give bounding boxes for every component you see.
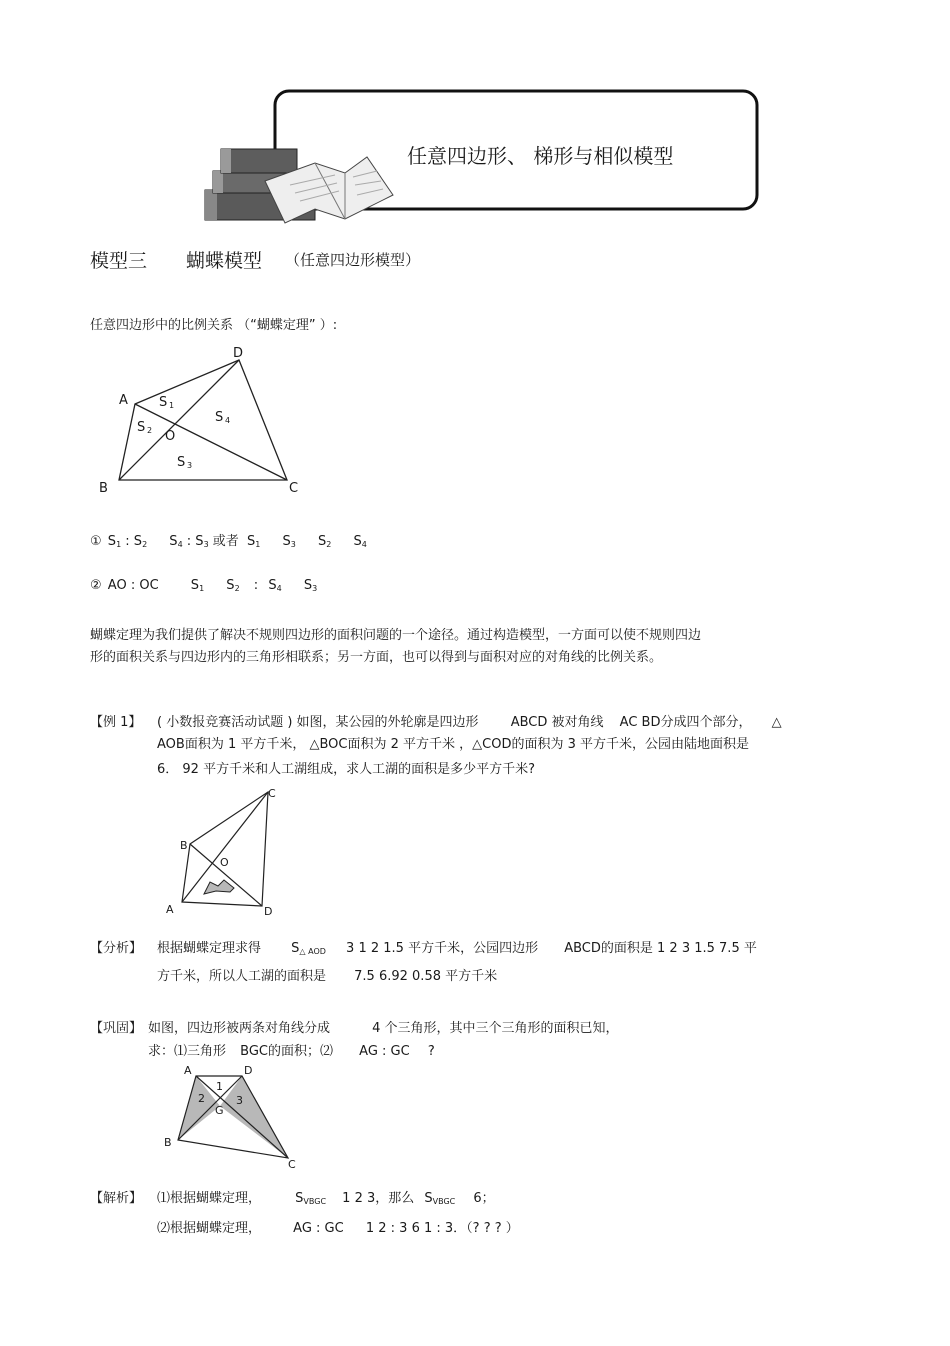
label-1: 1: [216, 1080, 223, 1093]
f2-sub: 1: [199, 584, 205, 593]
ex-abcd: ABCD: [510, 715, 548, 730]
label-S2: S: [137, 420, 146, 435]
figure-trapezoid: [158, 1062, 308, 1174]
co-text: 求：⑴三角形: [148, 1044, 227, 1059]
an-result: 7.5 6.92 0.58 平方千米: [354, 969, 498, 984]
f2-s: S: [190, 578, 200, 593]
section-heading: 模型三: [90, 250, 148, 272]
so-sub: VBGC: [432, 1197, 456, 1206]
label-D: D: [244, 1064, 253, 1077]
ex-bd: BD: [641, 715, 661, 730]
label-S4: S: [215, 410, 224, 425]
f1-s: S: [169, 534, 178, 549]
label-S4-sub: 4: [225, 416, 231, 425]
consolidate-line-1: [148, 1017, 619, 1036]
co-q: ?: [427, 1044, 435, 1059]
analysis-line-1: [157, 937, 757, 956]
co-text: 4 个三角形，其中三个三角形的面积已知，: [372, 1021, 619, 1036]
so-s: S: [424, 1191, 433, 1206]
section-name: 蝴蝶模型: [186, 250, 263, 272]
label-S2-sub: 2: [147, 426, 153, 435]
f1-s: S: [317, 534, 327, 549]
f2-s: S: [268, 578, 277, 593]
f2-s: S: [226, 578, 235, 593]
books-icon: [205, 149, 393, 223]
so-text: 1 2 3，那么: [342, 1191, 415, 1206]
label-A: A: [166, 903, 174, 916]
an-text: 的面积是 1 2 3 1.5 7.5 平: [600, 941, 757, 956]
label-A: A: [119, 393, 128, 408]
f1-s: : S: [125, 534, 143, 549]
f1-sub: 4: [361, 540, 367, 549]
ex-ac: AC: [619, 715, 638, 730]
label-C: C: [268, 787, 276, 800]
f2-sub: 2: [234, 584, 240, 593]
f1-sub: 3: [290, 540, 296, 549]
co-ratio: AG : GC: [359, 1044, 410, 1059]
so-s: S: [295, 1191, 304, 1206]
f1-s: S: [353, 534, 362, 549]
ex-text: ( 小数报竞赛活动试题 ) 如图，某公园的外轮廓是四边形: [157, 715, 479, 730]
circled-1: ①: [90, 534, 102, 549]
solution-line-2: [157, 1217, 519, 1236]
f1-s: S: [107, 534, 117, 549]
label-D: D: [233, 346, 244, 361]
label-O: O: [165, 429, 176, 444]
so-ratio: AG : GC: [293, 1221, 344, 1236]
f1-s: : S: [186, 534, 204, 549]
paragraph-line-1: 蝴蝶定理为我们提供了解决不规则四边形的面积问题的一个途径。通过构造模型，一方面可以使不规则四边: [90, 628, 702, 643]
paragraph-line-2: 形的面积关系与四边形内的三角形相联系；另一方面，也可以得到与面积对应的对角线的比例关系。: [90, 650, 663, 665]
consolidate-line-2: [148, 1040, 435, 1059]
ex-text: 被对角线: [551, 715, 604, 730]
label-2: 2: [198, 1092, 205, 1105]
f1-sub: 4: [177, 540, 183, 549]
label-D: D: [264, 905, 273, 918]
f1-sub: 2: [142, 540, 148, 549]
f2-s: S: [303, 578, 313, 593]
label-B: B: [99, 481, 108, 496]
label-G: G: [215, 1104, 224, 1117]
label-S3: S: [177, 455, 186, 470]
label-C: C: [288, 1158, 296, 1171]
so-text: 1 2 : 3 6 1 : 3．（? ? ? ）: [365, 1221, 519, 1236]
analysis-label: 【分析】: [90, 941, 143, 956]
label-B: B: [180, 839, 188, 852]
so-text: ⑵根据蝴蝶定理，: [157, 1221, 262, 1236]
f2-colon: :: [253, 578, 259, 593]
an-text: 方千米，所以人工湖的面积是: [157, 969, 327, 984]
ex-text: 分成四个部分，: [660, 715, 752, 730]
formula-1: [90, 530, 367, 549]
an-s: S: [291, 941, 300, 956]
f2-ratio: AO : OC: [107, 578, 159, 593]
f2-sub: 3: [312, 584, 318, 593]
ex-tri: △: [771, 715, 782, 730]
figure-quadrilateral: [95, 340, 315, 500]
analysis-line-2: [157, 965, 497, 984]
co-text: 如图，四边形被两条对角线分成: [148, 1021, 331, 1036]
consolidate-label: 【巩固】: [90, 1021, 143, 1036]
f1-sub: 1: [116, 540, 122, 549]
example-line-3: 6． 92 平方千米和人工湖组成，求人工湖的面积是多少平方千米?: [157, 762, 535, 777]
label-C: C: [289, 481, 299, 496]
so-sub: VBGC: [303, 1197, 327, 1206]
f1-or: 或者: [212, 534, 239, 549]
co-text: 的面积；⑵: [268, 1044, 334, 1059]
label-A: A: [184, 1064, 192, 1077]
example-label: 【例 1】: [90, 715, 142, 730]
f1-sub: 3: [203, 540, 209, 549]
so-text: ⑴根据蝴蝶定理，: [157, 1191, 262, 1206]
an-sub: △ AOD: [299, 947, 326, 956]
f1-sub: 1: [255, 540, 261, 549]
f1-s: S: [246, 534, 256, 549]
shade-2: [178, 1076, 220, 1140]
formula-2: [90, 578, 317, 593]
f1-s: S: [282, 534, 291, 549]
example-line-1: [157, 711, 782, 730]
section-subtitle: （任意四边形模型）: [285, 251, 421, 269]
f1-sub: 2: [326, 540, 332, 549]
solution-label: 【解析】: [90, 1191, 143, 1206]
solution-line-1: [157, 1187, 495, 1206]
circled-2: ②: [90, 578, 102, 593]
an-text: 根据蝴蝶定理求得: [157, 941, 262, 956]
label-B: B: [164, 1136, 172, 1149]
so-text: 6；: [473, 1191, 495, 1206]
example-line-2: AOB面积为 1 平方千米， △BOC面积为 2 平方千米 ，△COD的面积为 3 平方千米，公园由陆地面积是: [157, 737, 750, 752]
page-title: 任意四边形、 梯形与相似模型: [407, 144, 674, 168]
co-bgc: BGC: [240, 1044, 268, 1059]
label-S1: S: [159, 395, 168, 410]
an-nums: 3 1 2 1.5 平方千米，公园四边形: [346, 941, 539, 956]
an-abcd: ABCD: [564, 941, 601, 956]
label-3: 3: [236, 1094, 243, 1107]
label-S3-sub: 3: [187, 461, 193, 470]
label-S1-sub: 1: [169, 401, 175, 410]
f2-sub: 4: [276, 584, 282, 593]
intro-caption: 任意四边形中的比例关系 （“蝴蝶定理” ）:: [90, 318, 338, 333]
figure-park: [160, 782, 290, 922]
label-O: O: [220, 856, 229, 869]
lake-shape: [204, 880, 234, 894]
